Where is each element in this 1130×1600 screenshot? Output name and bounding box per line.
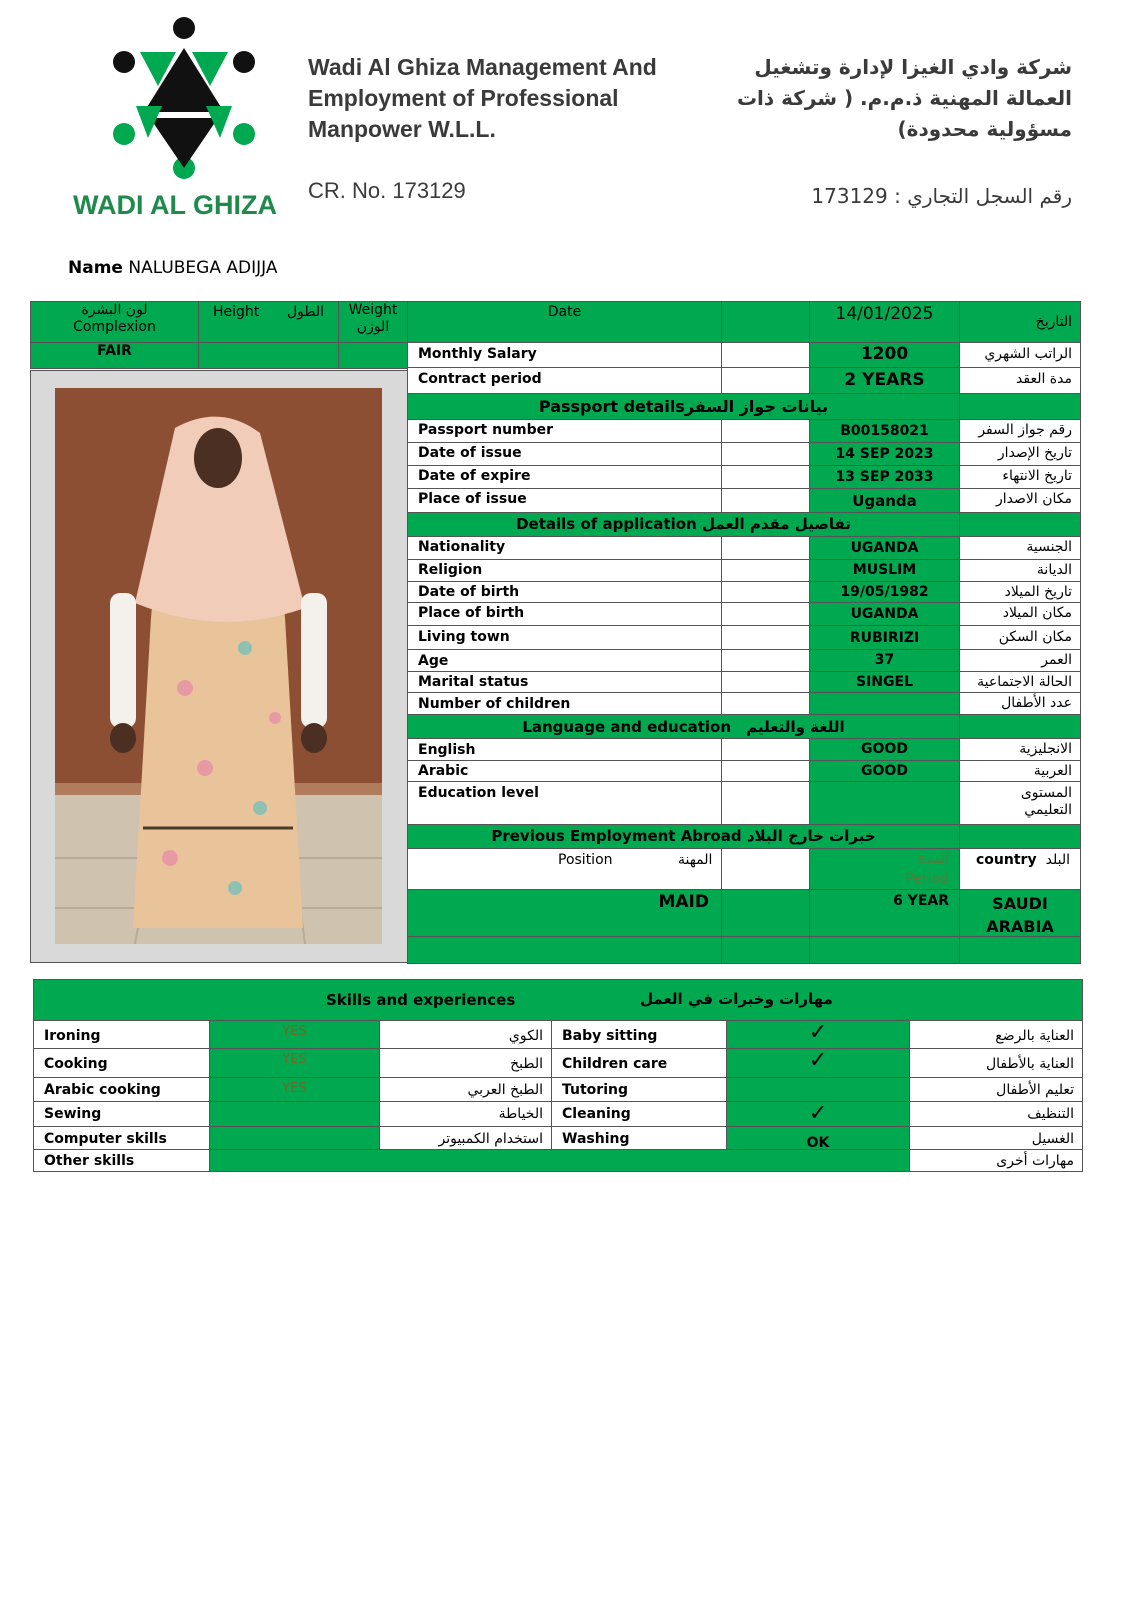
children-value	[809, 692, 960, 715]
passport-header-empty	[959, 393, 1081, 420]
nationality-label-ar: الجنسية	[959, 536, 1081, 560]
living-town-label-en: Living town	[407, 625, 722, 650]
name-label: Name	[68, 258, 123, 278]
religion-label-ar: الديانة	[959, 559, 1081, 582]
english-value: GOOD	[809, 738, 960, 761]
language-section-header	[407, 714, 960, 739]
weight-label-en: Weight	[348, 302, 398, 318]
age-label-en: Age	[407, 649, 722, 672]
skill-label-ar: الكوي	[379, 1020, 552, 1049]
dob-empty	[721, 581, 810, 603]
skill-label-en: Cooking	[33, 1048, 210, 1078]
skill-value: YES	[209, 1048, 380, 1078]
marital-label-ar: الحالة الاجتماعية	[959, 671, 1081, 693]
complexion-label-en: Complexion	[73, 319, 156, 335]
other-skills-label-ar: مهارات أخرى	[909, 1149, 1083, 1172]
skill-label-ar: استخدام الكمبيوتر	[379, 1126, 552, 1150]
skills-header-en: Skills and experiences	[326, 991, 516, 1009]
expire-date-label-en: Date of expire	[407, 465, 722, 489]
language-header-ar: اللغة والتعليم	[746, 718, 845, 736]
company-cr-ar: رقم السجل التجاري : 173129	[811, 184, 1072, 208]
height-label-ar: الطول	[286, 304, 324, 320]
employment-header-empty	[959, 824, 1081, 849]
education-empty	[721, 781, 810, 825]
company-name-ar: شركة وادي الغيزا لإدارة وتشغيل العمالة المهنية ذ.م.م. ( شركة ذات مسؤولية محدودة)	[736, 55, 1072, 141]
contract-label-ar: مدة العقد	[959, 367, 1081, 394]
living-town-value: RUBIRIZI	[809, 625, 960, 650]
skill-label-en: Computer skills	[33, 1126, 210, 1150]
dob-label-ar: تاريخ الميلاد	[959, 581, 1081, 603]
skill-label-en: Sewing	[33, 1101, 210, 1127]
expire-date-label-ar: تاريخ الانتهاء	[959, 465, 1081, 489]
education-label-ar: المستوى التعليمي	[959, 781, 1081, 825]
place-of-issue-value: Uganda	[809, 488, 960, 513]
skill2-value	[726, 1020, 910, 1049]
empty-row-cell-2	[721, 936, 810, 964]
empty-row-cell-4	[959, 936, 1081, 964]
education-value	[809, 781, 960, 825]
nationality-label-en: Nationality	[407, 536, 722, 560]
skill2-label-ar: العناية بالرضع	[909, 1020, 1083, 1049]
skill2-value	[726, 1048, 910, 1078]
skill-label-en: Arabic cooking	[33, 1077, 210, 1102]
skills-header-ar: مهارات وخبرات في العمل	[640, 990, 833, 1008]
salary-label-ar: الراتب الشهري	[959, 342, 1081, 368]
period-label-ar: المدة	[918, 851, 949, 867]
country-header	[959, 848, 1081, 890]
passport-number-empty	[721, 419, 810, 443]
marital-label-en: Marital status	[407, 671, 722, 693]
skill2-label-en: Baby sitting	[551, 1020, 727, 1049]
height-label-en: Height	[213, 304, 260, 320]
check-icon: ✓	[808, 1048, 828, 1073]
contract-value: 2 YEARS	[809, 367, 960, 394]
applicant-name-line	[68, 258, 277, 278]
living-town-label-ar: مكان السكن	[959, 625, 1081, 650]
contract-label-en: Contract period	[407, 367, 722, 394]
place-of-issue-label-ar: مكان الاصدار	[959, 488, 1081, 513]
education-label-en: Education level	[407, 781, 722, 825]
religion-value: MUSLIM	[809, 559, 960, 582]
issue-date-label-en: Date of issue	[407, 442, 722, 466]
application-header-empty	[959, 512, 1081, 537]
salary-value: 1200	[809, 342, 960, 368]
children-label-en: Number of children	[407, 692, 722, 715]
employment-row-gap	[721, 889, 810, 937]
salary-empty-cell	[721, 342, 810, 368]
application-section-header: Details of application تفاصيل مقدم العمل	[407, 512, 960, 537]
contract-empty-cell	[721, 367, 810, 394]
pob-value: UGANDA	[809, 602, 960, 626]
dob-label-en: Date of birth	[407, 581, 722, 603]
skill2-value	[726, 1077, 910, 1102]
skill2-label-en: Cleaning	[551, 1101, 727, 1127]
position-label-en: Position	[558, 852, 613, 868]
period-header	[809, 848, 960, 890]
weight-value	[338, 342, 408, 369]
skills-header	[33, 979, 1083, 1021]
company-name-en: Wadi Al Ghiza Management And Employment of Professional Manpower W.L.L.	[308, 54, 657, 142]
skill-value	[209, 1101, 380, 1127]
period-value: 6 YEAR	[809, 889, 960, 937]
position-value: MAID	[407, 889, 722, 937]
height-header	[198, 301, 339, 343]
weight-header	[338, 301, 408, 343]
other-skills-value	[209, 1149, 910, 1172]
employment-section-header: Previous Employment Abroad خبرات خارج البلاد	[407, 824, 960, 849]
nationality-value: UGANDA	[809, 536, 960, 560]
skill-value: YES	[209, 1020, 380, 1049]
complexion-label-ar: لون البشرة	[81, 302, 148, 318]
arabic-label-en: Arabic	[407, 760, 722, 782]
pob-label-ar: مكان الميلاد	[959, 602, 1081, 626]
position-label-ar: المهنة	[678, 852, 713, 868]
period-label-en: Period	[905, 871, 949, 887]
check-icon: ✓	[808, 1101, 828, 1126]
arabic-empty	[721, 760, 810, 782]
skill-label-ar: الخياطة	[379, 1101, 552, 1127]
skill2-label-ar: التنظيف	[909, 1101, 1083, 1127]
passport-number-label-en: Passport number	[407, 419, 722, 443]
issue-date-empty	[721, 442, 810, 466]
skill-label-en: Ironing	[33, 1020, 210, 1049]
english-label-en: English	[407, 738, 722, 761]
english-empty	[721, 738, 810, 761]
marital-value: SINGEL	[809, 671, 960, 693]
pob-label-en: Place of birth	[407, 602, 722, 626]
weight-label-ar: الوزن	[356, 319, 390, 335]
children-empty	[721, 692, 810, 715]
age-empty	[721, 649, 810, 672]
empty-row-cell-1	[407, 936, 722, 964]
living-town-empty	[721, 625, 810, 650]
arabic-label-ar: العربية	[959, 760, 1081, 782]
logo-text: WADI AL GHIZA	[73, 190, 277, 220]
place-of-issue-empty	[721, 488, 810, 513]
place-of-issue-label-en: Place of issue	[407, 488, 722, 513]
skill-value	[209, 1126, 380, 1150]
height-value	[198, 342, 339, 369]
country-value: SAUDI ARABIA	[959, 889, 1081, 937]
skill-label-ar: الطبخ	[379, 1048, 552, 1078]
issue-date-value: 14 SEP 2023	[809, 442, 960, 466]
arabic-value: GOOD	[809, 760, 960, 782]
skill2-label-ar: العناية بالأطفال	[909, 1048, 1083, 1078]
skill2-label-ar: تعليم الأطفال	[909, 1077, 1083, 1102]
other-skills-label-en: Other skills	[33, 1149, 210, 1172]
salary-label-en: Monthly Salary	[407, 342, 722, 368]
country-label-ar: البلد	[1045, 852, 1070, 868]
skill2-label-en: Children care	[551, 1048, 727, 1078]
skill-label-ar: الطبخ العربي	[379, 1077, 552, 1102]
skill2-label-ar: الغسيل	[909, 1126, 1083, 1150]
check-icon: ✓	[808, 1020, 828, 1045]
dob-value: 19/05/1982	[809, 581, 960, 603]
position-header	[407, 848, 722, 890]
country-label-en: country	[976, 852, 1037, 868]
religion-label-en: Religion	[407, 559, 722, 582]
skill2-value	[726, 1101, 910, 1127]
english-label-ar: الانجليزية	[959, 738, 1081, 761]
applicant-photo	[55, 388, 382, 944]
expire-date-empty	[721, 465, 810, 489]
children-label-ar: عدد الأطفال	[959, 692, 1081, 715]
language-header-empty	[959, 714, 1081, 739]
age-label-ar: العمر	[959, 649, 1081, 672]
marital-empty	[721, 671, 810, 693]
complexion-header	[30, 301, 199, 343]
passport-section-header: Passport detailsبيانات جواز السفر	[407, 393, 960, 420]
company-logo	[60, 8, 310, 233]
empty-row-cell-3	[809, 936, 960, 964]
language-header-en: Language and education	[522, 718, 732, 736]
skill2-value: OK	[726, 1126, 910, 1150]
applicant-name: NALUBEGA ADIJJA	[128, 258, 278, 278]
company-cr-en: CR. No. 173129	[308, 178, 466, 203]
date-label-ar: التاريخ	[959, 301, 1081, 343]
passport-number-label-ar: رقم جواز السفر	[959, 419, 1081, 443]
pob-empty	[721, 602, 810, 626]
skill2-label-en: Tutoring	[551, 1077, 727, 1102]
passport-number-value: B00158021	[809, 419, 960, 443]
skill-value: YES	[209, 1077, 380, 1102]
religion-empty	[721, 559, 810, 582]
complexion-value: FAIR	[30, 342, 199, 369]
age-value: 37	[809, 649, 960, 672]
skill2-label-en: Washing	[551, 1126, 727, 1150]
issue-date-label-ar: تاريخ الإصدار	[959, 442, 1081, 466]
date-value: 14/01/2025	[809, 301, 960, 343]
employment-header-gap	[721, 848, 810, 890]
nationality-empty	[721, 536, 810, 560]
date-empty-cell	[721, 301, 810, 343]
expire-date-value: 13 SEP 2033	[809, 465, 960, 489]
date-label-en: Date	[407, 301, 722, 343]
